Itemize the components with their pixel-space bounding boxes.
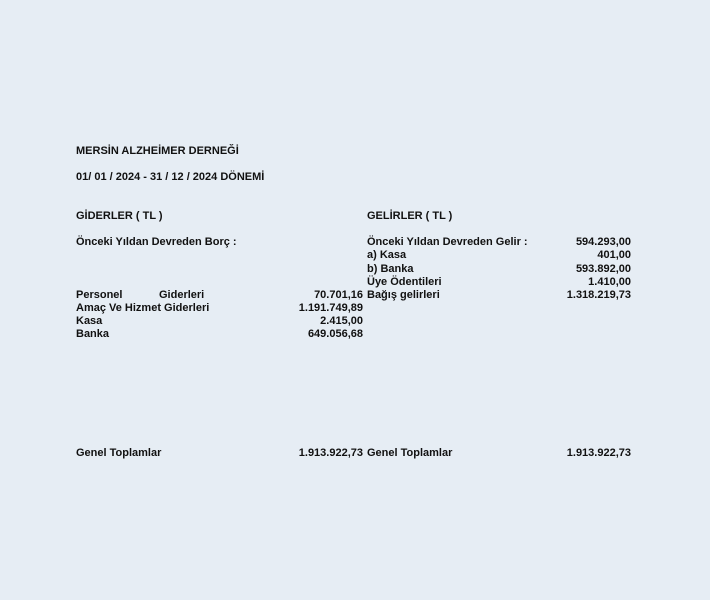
income-prev-year-label: Önceki Yıldan Devreden Gelir :	[367, 236, 528, 248]
expense-personnel-label-b: Giderleri	[159, 289, 205, 301]
expenses-header: GİDERLER ( TL )	[76, 210, 163, 222]
income-total-label: Genel Toplamlar	[367, 447, 453, 459]
income-membership-label: Üye Ödentileri	[367, 276, 442, 288]
income-bank-value: 593.892,00	[575, 263, 631, 275]
income-header: GELİRLER ( TL )	[367, 210, 453, 222]
expense-personnel-label-a: Personel	[76, 289, 123, 301]
expense-program-label: Amaç Ve Hizmet Giderleri	[76, 302, 210, 314]
income-donations-label: Bağış gelirleri	[367, 289, 440, 301]
expenses-total-value: 1.913.922,73	[298, 447, 363, 459]
expense-cash-label: Kasa	[76, 315, 103, 327]
expense-program-value: 1.191.749,89	[298, 302, 363, 314]
income-donations-value: 1.318.219,73	[566, 289, 631, 301]
income-membership-value: 1.410,00	[588, 276, 631, 288]
income-total-value: 1.913.922,73	[566, 447, 631, 459]
expense-bank-label: Banka	[76, 328, 110, 340]
organization-title: MERSİN ALZHEİMER DERNEĞİ	[76, 145, 239, 157]
income-cash-label: a) Kasa	[367, 249, 407, 261]
expenses-prev-year-label: Önceki Yıldan Devreden Borç :	[76, 236, 237, 248]
period-title: 01/ 01 / 2024 - 31 / 12 / 2024 DÖNEMİ	[76, 171, 265, 183]
income-bank-label: b) Banka	[367, 263, 414, 275]
income-prev-year-value: 594.293,00	[575, 236, 631, 248]
expense-personnel-value: 70.701,16	[314, 289, 363, 301]
expenses-total-label: Genel Toplamlar	[76, 447, 162, 459]
expense-cash-value: 2.415,00	[320, 315, 363, 327]
income-cash-value: 401,00	[597, 249, 631, 261]
expense-bank-value: 649.056,68	[307, 328, 363, 340]
